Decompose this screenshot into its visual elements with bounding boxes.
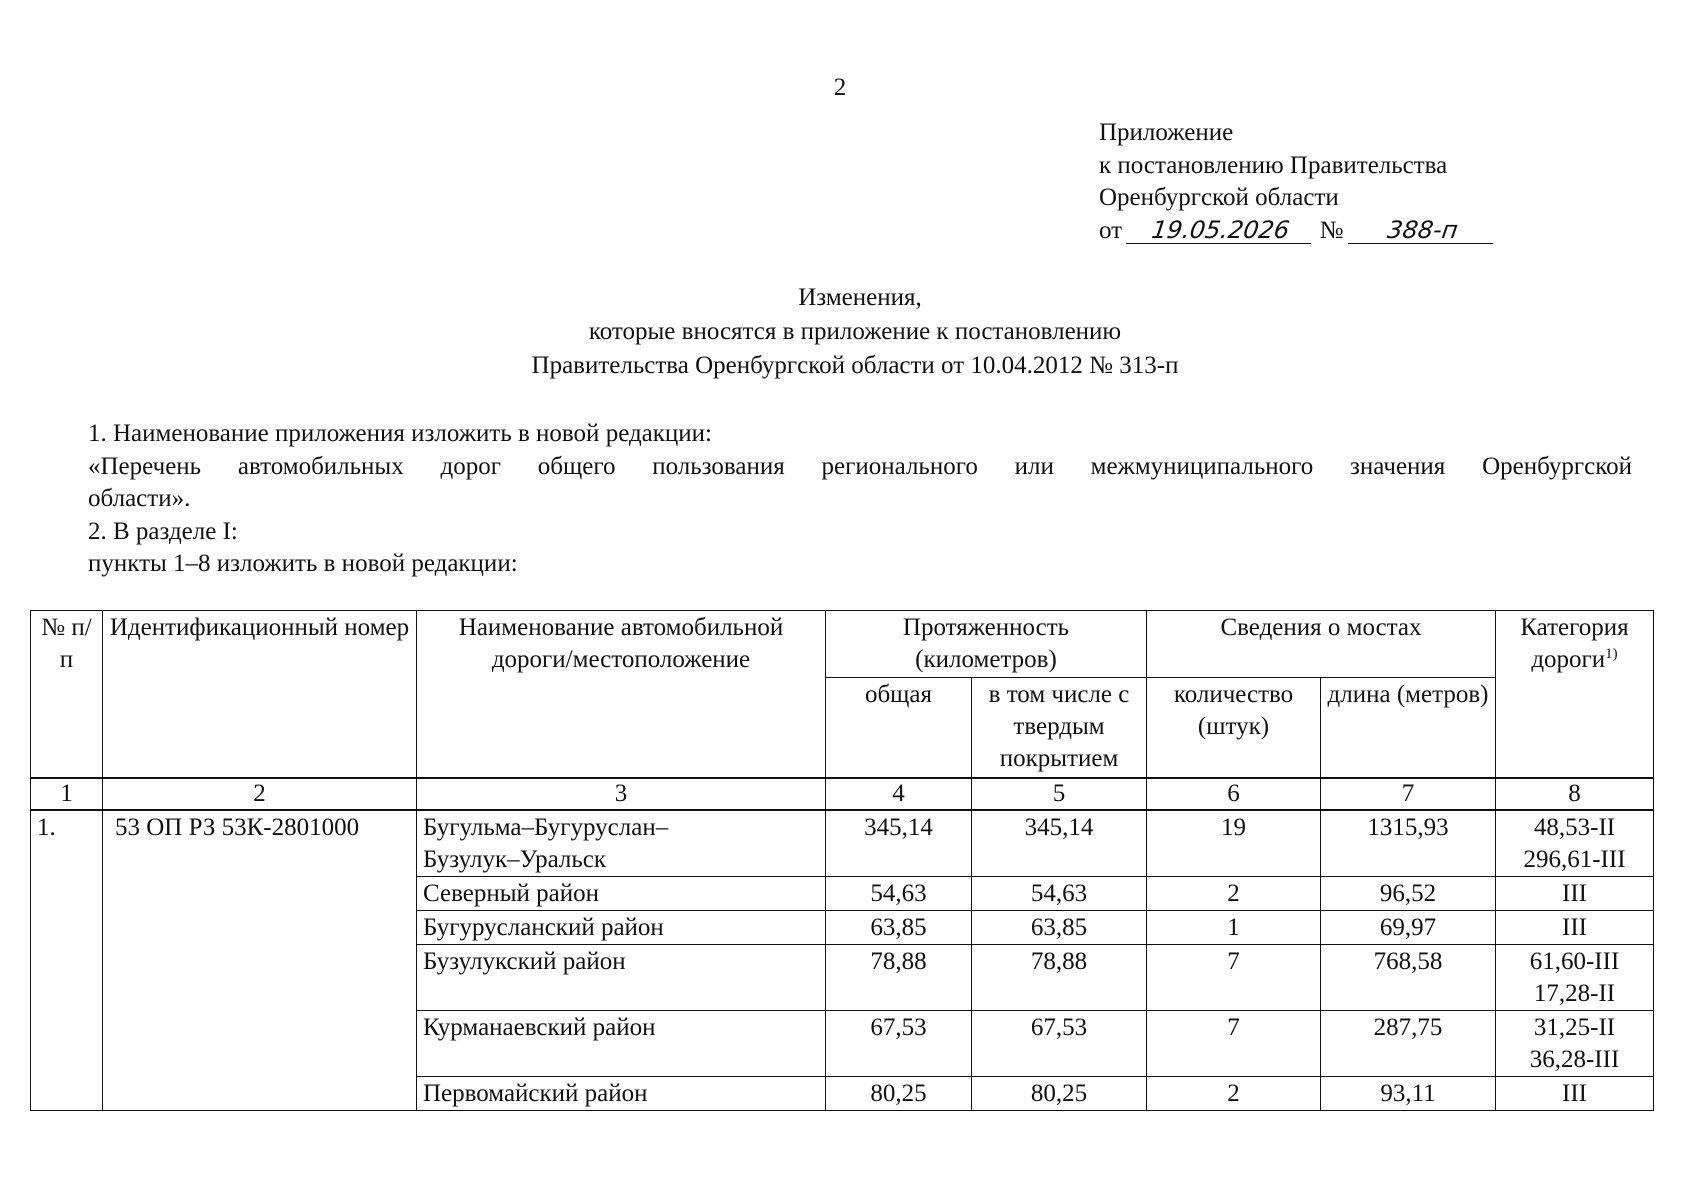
bridges-length: 1315,93 [1321,810,1496,877]
bridges-count: 7 [1147,944,1321,1010]
table-row [31,810,1654,877]
roads-table [30,610,1654,1111]
appendix-line-3: Оренбургской области [1099,184,1339,211]
bridges-length: 93,11 [1321,1076,1496,1110]
bridges-count: 7 [1147,1010,1321,1076]
item-id: 53 ОП РЗ 53К-2801000 [103,810,417,1111]
length-total: 67,53 [826,1010,972,1076]
page-number: 2 [833,74,847,101]
length-total: 63,85 [826,910,972,944]
body-text [88,418,1632,581]
handwritten-number: 388-п [1348,217,1497,244]
title-line-2: которые вносятся в приложение к постановлению [588,318,1122,345]
header-length-paved: в том числе с твердым покрытием [972,678,1147,778]
document-title [0,281,1694,383]
bridges-count: 2 [1147,1076,1321,1110]
length-paved: 63,85 [972,910,1147,944]
header-bridges-count: количество (штук) [1147,678,1321,778]
length-paved: 80,25 [972,1076,1147,1110]
length-total: 80,25 [826,1076,972,1110]
road-category: III [1496,1076,1654,1110]
header-category-label: Категория дороги [1520,614,1629,673]
header-length: Протяженность (километров) [826,611,1147,678]
appendix-line-1: Приложение [1099,119,1234,146]
bridges-length: 96,52 [1321,876,1496,910]
appendix-date-line [1099,215,1495,248]
length-total: 54,63 [826,876,972,910]
item-number: 1. [31,810,103,1111]
column-number: 1 [31,778,103,810]
appendix-header [1099,117,1495,247]
column-number-row [31,778,1654,810]
category-footnote-mark: 1) [1605,646,1618,662]
paragraph-2-line-2: области». [88,485,191,512]
table-header-row-1 [31,611,1654,678]
header-name: Наименование автомобильной дороги/местоположение [417,611,826,778]
road-name: Бугурусланский район [417,910,826,944]
road-name: Курманаевский район [417,1010,826,1076]
header-bridges: Сведения о мостах [1147,611,1496,678]
road-name: Северный район [417,876,826,910]
column-number: 3 [417,778,826,810]
from-label: от [1099,216,1123,244]
bridges-count: 1 [1147,910,1321,944]
length-paved: 345,14 [972,810,1147,877]
header-category [1496,611,1654,778]
header-num: № п/п [31,611,103,778]
paragraph-4: пункты 1–8 изложить в новой редакции: [88,550,518,577]
header-length-total: общая [826,678,972,778]
column-number: 7 [1321,778,1496,810]
column-number: 5 [972,778,1147,810]
road-category: 48,53-II 296,61-III [1496,810,1654,877]
road-name: Бузулукский район [417,944,826,1010]
title-line-3: Правительства Оренбургской области от 10.04.2012 № 313-п [531,352,1179,379]
bridges-length: 69,97 [1321,910,1496,944]
road-category: 61,60-III 17,28-II [1496,944,1654,1010]
bridges-count: 2 [1147,876,1321,910]
column-number: 4 [826,778,972,810]
length-total: 78,88 [826,944,972,1010]
bridges-length: 768,58 [1321,944,1496,1010]
road-name: Первомайский район [417,1076,826,1110]
road-name: Бугульма–Бугуруслан– Бузулук–Уральск [417,810,826,877]
length-paved: 67,53 [972,1010,1147,1076]
header-bridges-length: длина (метров) [1321,678,1496,778]
road-category: III [1496,876,1654,910]
length-total: 345,14 [826,810,972,877]
length-paved: 54,63 [972,876,1147,910]
column-number: 8 [1496,778,1654,810]
paragraph-1: 1. Наименование приложения изложить в новой редакции: [88,420,712,447]
paragraph-3: 2. В разделе I: [88,517,238,545]
road-category: III [1496,910,1654,944]
column-number: 2 [103,778,417,810]
road-category: 31,25-II 36,28-III [1496,1010,1654,1076]
header-id: Идентификационный номер [103,611,417,778]
title-line-1: Изменения, [798,284,922,311]
appendix-line-2: к постановлению Правительства [1099,151,1448,179]
bridges-count: 19 [1147,810,1321,877]
handwritten-date: 19.05.2026 [1126,217,1315,244]
bridges-length: 287,75 [1321,1010,1496,1076]
number-label: № [1319,216,1344,244]
paragraph-2-line-1: «Перечень автомобильных дорог общего пользования регионального или межмуниципального значения Оренбургской [88,452,1632,480]
length-paved: 78,88 [972,944,1147,1010]
column-number: 6 [1147,778,1321,810]
